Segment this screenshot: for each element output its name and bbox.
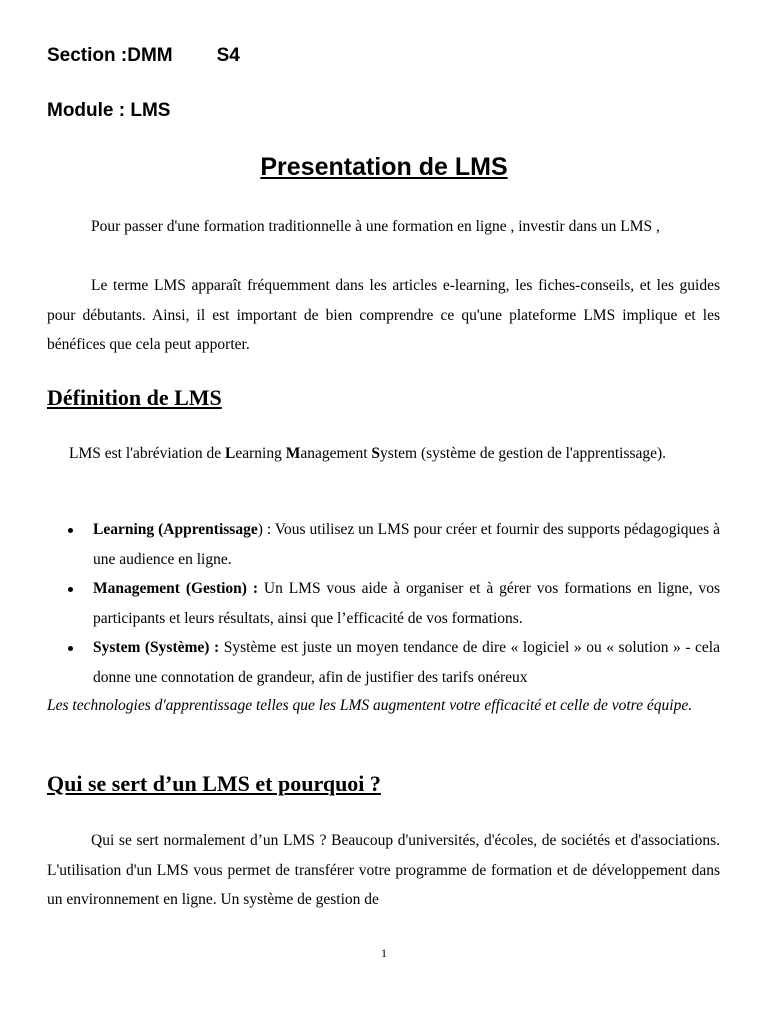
bullet-icon <box>68 646 73 651</box>
definition-paragraph: LMS est l'abréviation de Learning Management System (système de gestion de l'apprentissage). <box>69 445 667 462</box>
page-number: 1 <box>381 946 387 960</box>
list-item: Learning (Apprentissage) : Vous utilisez un LMS pour créer et fournir des supports pédagogiques à une audience en ligne. <box>47 515 720 574</box>
module-label: Module : LMS <box>47 100 171 121</box>
who-uses-paragraph: Qui se sert normalement d’un LMS ? Beaucoup d'universités, d'écoles, de sociétés et d'associations. L'utilisation d'un LMS vous permet de transférer votre programme de formation et de développement dans un environnement en ligne. Un système de gestion de <box>47 832 720 908</box>
intro-paragraph-2: Le terme LMS apparaît fréquemment dans les articles e-learning, les fiches-conseils, et les guides pour débutants. Ainsi, il est important de bien comprendre ce qu'une plateforme LMS implique et les bénéfices que cela peut apporter. <box>47 277 720 353</box>
list-item: Management (Gestion) : Un LMS vous aide à organiser et à gérer vos formations en ligne, vos participants et leurs résultats, ainsi que l’efficacité de vos formations. <box>47 574 720 633</box>
list-item: System (Système) : Système est juste un moyen tendance de dire « logiciel » ou « solution » - cela donne une connotation de grandeur, afin de justifier des tarifs onéreux <box>47 633 720 692</box>
semester-label: S4 <box>216 45 240 66</box>
document-title: Presentation de LMS <box>260 153 508 181</box>
bullet-icon <box>68 587 73 592</box>
definition-bullet-list <box>47 515 720 692</box>
bullet-icon <box>68 528 73 533</box>
definition-heading: Définition de LMS <box>47 385 222 410</box>
who-uses-heading: Qui se sert d’un LMS et pourquoi ? <box>47 771 381 796</box>
section-label: Section :DMM <box>47 45 173 66</box>
italic-note: Les technologies d'apprentissage telles que les LMS augmentent votre efficacité et celle de votre équipe. <box>47 697 693 714</box>
intro-paragraph-1: Pour passer d'une formation traditionnelle à une formation en ligne , investir dans un LMS , <box>91 218 660 235</box>
section-line <box>47 45 240 67</box>
